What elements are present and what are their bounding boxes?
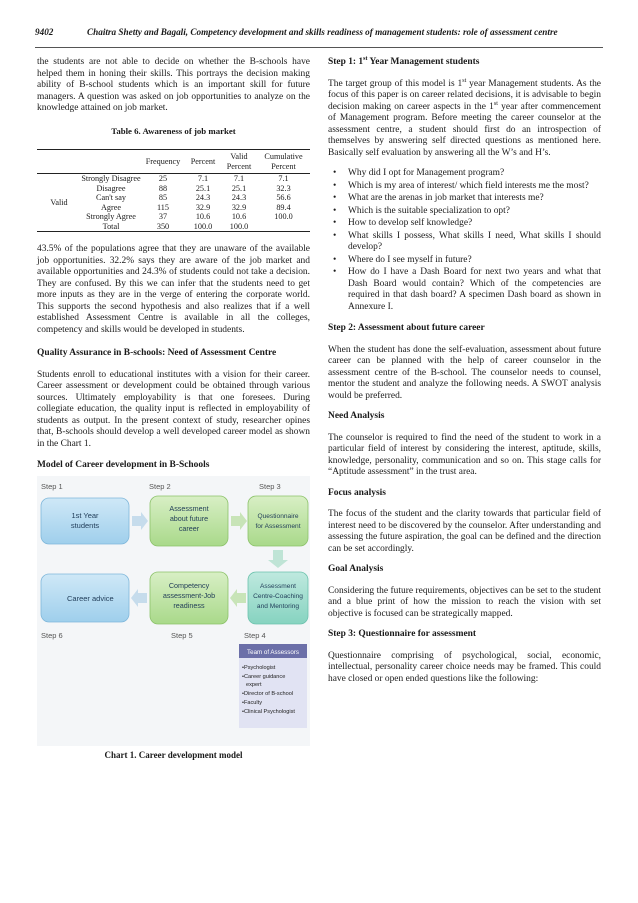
list-item: • Where do I see myself in future? <box>348 255 601 267</box>
cell-cumulative: 56.6 <box>276 193 291 202</box>
table-caption: Table 6. Awareness of job market <box>111 125 236 136</box>
running-title: Chaitra Shetty and Bagali, Competency development and skills readiness of management students: role of assessment centre <box>87 27 558 37</box>
team-title: Team of Assessors <box>247 648 299 656</box>
list-item: • What are the arenas in job market that interests me? <box>348 193 601 205</box>
box3-line2: for Assessment <box>255 522 301 530</box>
team-item: •Director of B-school <box>242 690 294 697</box>
cell-percent: 10.6 <box>195 212 211 221</box>
row-label: Total <box>102 221 120 231</box>
team-item: •Faculty <box>242 699 262 706</box>
cell-cumulative <box>257 222 310 232</box>
heading-step-1 <box>328 57 601 69</box>
box2-line2: about future <box>169 513 209 523</box>
col-cumulative-percent: Cumulative Percent <box>264 152 303 171</box>
row-label: Strongly Disagree <box>81 174 141 183</box>
cell-percent: 32.9 <box>195 202 211 212</box>
right-paragraph-1-a: The target group of this model is 1 <box>328 78 463 89</box>
row-label: Can't say <box>96 193 126 202</box>
list-item: • What skills I possess, What skills I need, What skills I should develop? <box>348 231 601 254</box>
step-2-label: Step 2 <box>149 481 171 491</box>
heading-step-1-a: Step 1: 1 <box>328 57 364 67</box>
right-paragraph-1-sup1: st <box>462 77 467 84</box>
list-item: • Why did I opt for Management program? <box>348 168 601 180</box>
list-item: • How do I have a Dash Board for next two years and what that Dash Board would contain? Which of the competencies are required in that dash board? A specimen Dash board as shown in Annexure I. <box>348 267 601 313</box>
box1-line1: 1st Year <box>71 510 99 520</box>
cell-frequency: 350 <box>156 221 170 231</box>
cell-frequency: 25 <box>158 174 168 183</box>
box1-line2: students <box>70 520 100 530</box>
cell-cumulative: 32.3 <box>276 183 291 193</box>
list-item: • Which is the suitable specialization to opt? <box>348 206 601 218</box>
col-valid-percent: Valid Percent <box>226 152 252 171</box>
cell-percent: 24.3 <box>195 193 211 202</box>
cell-valid-percent: 25.1 <box>231 183 247 193</box>
box-questionnaire <box>248 496 308 546</box>
cell-frequency: 88 <box>158 183 168 193</box>
team-item: expert <box>246 681 262 688</box>
heading-goal-analysis: Goal Analysis <box>328 564 384 574</box>
cell-frequency: 115 <box>157 202 169 212</box>
step-3-label: Step 3 <box>259 481 281 491</box>
job-market-table <box>37 149 310 232</box>
right-paragraph-1-sup2: st <box>493 100 498 107</box>
right-column <box>328 57 601 694</box>
diagram-svg <box>37 476 310 746</box>
col-percent: Percent <box>190 156 216 166</box>
list-item: • Which is my area of interest/ which field interests me the most? <box>348 181 601 193</box>
self-evaluation-questions <box>328 168 601 313</box>
cell-valid-percent: 32.9 <box>231 202 247 212</box>
box6-label: Career advice <box>67 593 114 603</box>
header-rule <box>35 47 603 48</box>
step-6-label: Step 6 <box>41 630 63 640</box>
row-group-label: Valid <box>50 197 68 207</box>
row-label: Strongly Agree <box>86 212 136 221</box>
box2-line3: career <box>178 523 200 533</box>
box5-line2: assessment-Job <box>162 590 216 600</box>
right-paragraph-1 <box>328 79 601 160</box>
row-label: Agree <box>100 202 121 212</box>
heading-need-analysis: Need Analysis <box>328 411 385 421</box>
cell-frequency: 37 <box>158 212 168 221</box>
cell-frequency: 85 <box>158 193 168 202</box>
right-paragraph-3: The counselor is required to find the need of the student to work in a particular field of interest by considering the interest, aptitude, skills, knowledge, personality, communication and so on. This stage calls for “Aptitude assessment” in the trust area. <box>328 432 601 477</box>
cell-percent: 25.1 <box>195 183 211 193</box>
right-paragraph-4: The focus of the student and the clarity towards that particular field of interest need to be discovered by the counselor. After understanding and assessing the future aspiration, the goal can be defined and the direction can be set accordingly. <box>328 509 601 554</box>
table-row <box>37 174 310 184</box>
box2-line1: Assessment <box>169 503 209 513</box>
cell-valid-percent: 24.3 <box>231 193 247 202</box>
right-paragraph-5: Considering the future requirements, objectives can be set to the student and a blue print of how the mission to reach the vision with set objective is focused can be strategically mapped. <box>328 585 601 619</box>
heading-career-model: Model of Career development in B-Schools <box>37 460 210 470</box>
box5-line3: readiness <box>173 600 205 610</box>
right-paragraph-1-b: year Management students. As the focus of this paper is on career related decisions, it is advisable to begin decision making on career aspects in the 1 <box>328 78 601 112</box>
list-item: • How to develop self knowledge? <box>348 218 601 230</box>
heading-step-2: Step 2: Assessment about future career <box>328 323 485 333</box>
cell-cumulative: 100.0 <box>274 212 293 221</box>
page-number: 9402 <box>35 27 54 37</box>
step-5-label: Step 5 <box>171 630 193 640</box>
left-paragraph-1: the students are not able to decide on whether the B-schools have helped them in honing their skills. This portrays the decision making ability of B-school students which is an important skill for future managers. A question was asked on job opportunities to analyze on the knowledge attained on job market. <box>37 57 310 113</box>
right-paragraph-6: Questionnaire comprising of psychological, social, economic, intellectual, personality career choice needs may be framed. This could have closed or open ended questions like the following: <box>328 650 601 684</box>
col-frequency: Frequency <box>145 156 181 166</box>
running-header <box>35 27 603 41</box>
team-item: •Clinical Psychologist <box>242 708 295 715</box>
row-label: Disagree <box>96 183 126 193</box>
left-paragraph-2: 43.5% of the populations agree that they are unaware of the available job opportunities. 32.2% says they are aware of the job market and available opportunities and 24.3% of students could not take a decision. They are confused. By this we can infer that the students need to get more inputs as they are in the verge of entering the corporate world. This supports the second hypothesis and also realizes that if a well established Assessment Centre is available in all the colleges, competency and skills would be developed in students. <box>37 244 310 335</box>
heading-step-3: Step 3: Questionnaire for assessment <box>328 629 477 639</box>
box4-line1: Assessment <box>260 582 296 590</box>
chart-caption: Chart 1. Career development model <box>104 749 243 760</box>
right-paragraph-1-c: year after commencement of Management program. Before meeting the career counselor at the assessment centre, a student should first do an introspection of themselves by answering self directed questions as mentioned here. Basically self evaluation by answering all the W’s and H’s. <box>328 101 601 158</box>
left-paragraph-3: Students enroll to educational institutes with a vision for their career. Career assessment or development could be obtained through various sources. Ultimately employability is that one foresees. During collegiate education, the quality input is reflected in employability of students as output. In the present context of study, researcher opines that, B-schools should develop a well developed career model as shown in the Chart 1. <box>37 369 310 449</box>
cell-percent: 100.0 <box>193 221 213 231</box>
box5-line1: Competency <box>168 580 210 590</box>
box4-line2: Centre-Coaching <box>253 592 303 600</box>
box3-line1: Questionnaire <box>257 512 299 520</box>
right-paragraph-2: When the student has done the self-evaluation, assessment about future career can be planned with the help of career counselor in the assessment centre of the B-school. The counselor needs to counsel, mentor the student and analyze the following needs. A SWOT analysis would be preferred. <box>328 344 601 401</box>
heading-focus-analysis: Focus analysis <box>328 487 386 498</box>
team-item: •Psychologist <box>242 664 276 671</box>
left-column <box>37 57 310 761</box>
cell-cumulative: 89.4 <box>276 202 291 212</box>
heading-step-1-sup: st <box>363 55 368 62</box>
team-item: •Career guidance <box>242 673 286 680</box>
step-1-label: Step 1 <box>41 481 63 491</box>
cell-valid-percent: 100.0 <box>229 221 249 231</box>
step-4-label: Step 4 <box>244 630 266 640</box>
career-development-diagram <box>37 476 310 746</box>
cell-valid-percent: 10.6 <box>231 212 247 221</box>
heading-step-1-b: Year Management students <box>367 57 480 67</box>
cell-cumulative: 7.1 <box>278 174 289 183</box>
heading-quality-assurance: Quality Assurance in B-schools: Need of Assessment Centre <box>37 348 277 358</box>
cell-valid-percent: 7.1 <box>233 174 245 183</box>
table-header-row <box>37 150 310 174</box>
cell-percent: 7.1 <box>197 174 209 183</box>
box4-line3: and Mentoring <box>256 602 300 610</box>
